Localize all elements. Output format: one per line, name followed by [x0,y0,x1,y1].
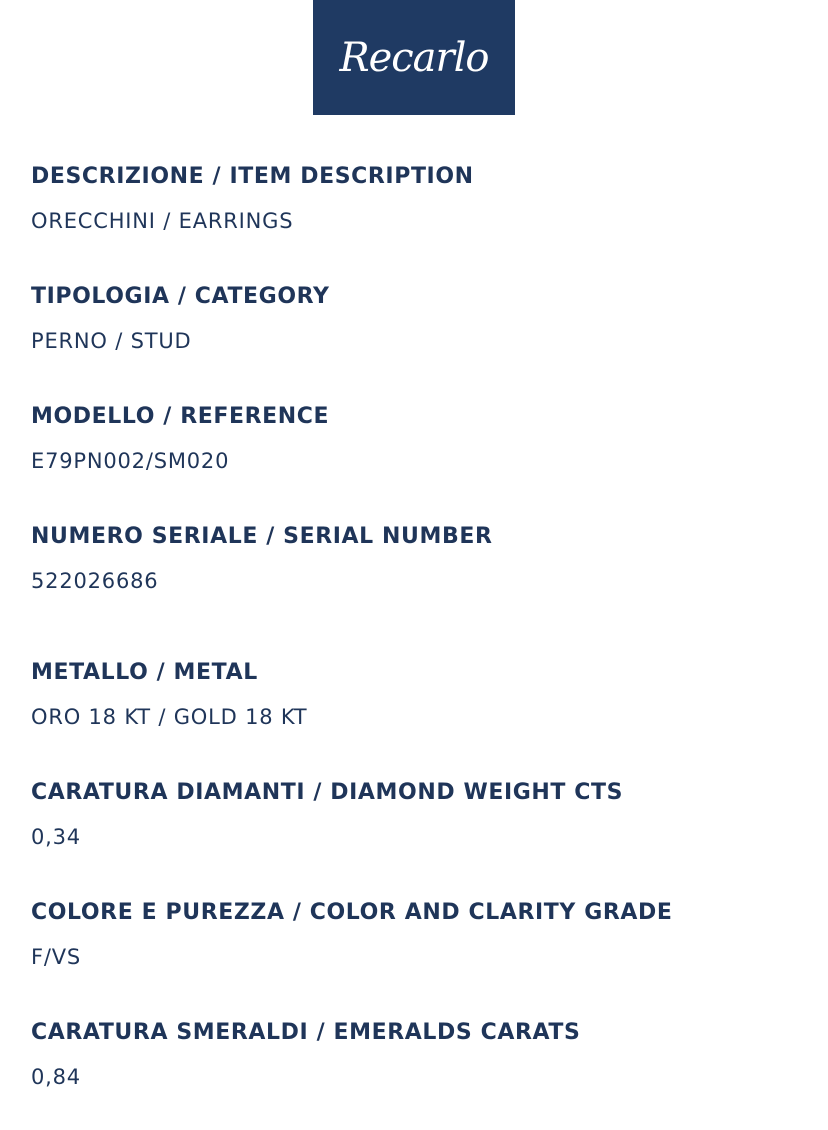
field-category [31,284,811,354]
field-value: 0,84 [31,1065,81,1089]
field-label: DESCRIZIONE / ITEM DESCRIPTION [31,164,474,189]
field-value: 522026686 [31,569,159,593]
field-value: ORO 18 KT / GOLD 18 KT [31,705,308,729]
field-reference [31,404,811,474]
field-diamond-weight [31,780,811,850]
field-value: F/VS [31,945,82,969]
field-value: 0,34 [31,825,81,849]
field-value: E79PN002/SM020 [31,449,230,473]
field-serial-number [31,524,811,594]
field-label: TIPOLOGIA / CATEGORY [31,284,330,309]
brand-logo [313,0,515,115]
field-item-description [31,164,811,234]
field-label: MODELLO / REFERENCE [31,404,330,429]
field-value: ORECCHINI / EARRINGS [31,209,294,233]
field-label: COLORE E PUREZZA / COLOR AND CLARITY GRADE [31,900,673,925]
field-label: METALLO / METAL [31,660,258,685]
field-value: PERNO / STUD [31,329,192,353]
field-label: CARATURA SMERALDI / EMERALDS CARATS [31,1020,581,1045]
field-color-clarity [31,900,811,970]
field-label: CARATURA DIAMANTI / DIAMOND WEIGHT CTS [31,780,624,805]
brand-logo-text: Recarlo [339,34,489,81]
field-label: NUMERO SERIALE / SERIAL NUMBER [31,524,493,549]
field-metal [31,660,811,730]
field-emerald-carats [31,1020,811,1090]
